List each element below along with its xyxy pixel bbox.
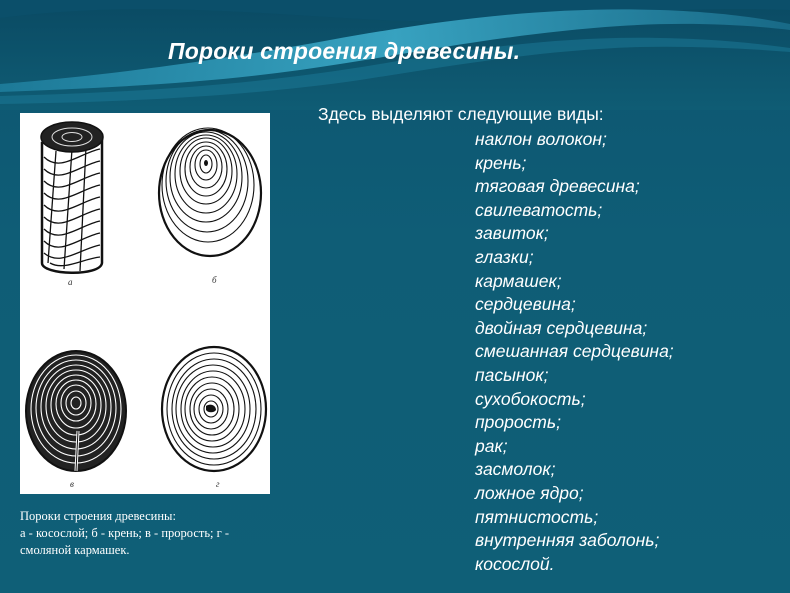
log-spiral-grain-drawing (41, 122, 103, 287)
figure-caption (20, 508, 300, 559)
intro-text: Здесь выделяют следующие виды: (318, 104, 604, 124)
list-item: тяговая древесина; (475, 176, 640, 197)
list-item: рак; (475, 435, 508, 456)
list-item: сухобокость; (475, 388, 586, 409)
list-item: засмолок; (475, 459, 556, 480)
list-item: сердцевина; (475, 294, 576, 315)
list-item: пасынок; (475, 364, 549, 385)
list-item: глазки; (475, 246, 534, 267)
list-item: свилеватость; (475, 199, 603, 220)
list-item: ложное ядро; (475, 482, 584, 503)
rings-ingrown-bark-drawing (26, 351, 126, 489)
figure-letter-v: в (70, 479, 74, 489)
list-item: пятнистость; (475, 506, 599, 527)
list-item: смешанная сердцевина; (475, 341, 674, 362)
caption-line: Пороки строения древесины: (20, 509, 176, 523)
list-item: крень; (475, 152, 527, 173)
list-item: кармашек; (475, 270, 562, 291)
list-item: прорость; (475, 412, 561, 433)
figure-letter-b: б (212, 275, 217, 285)
figure-letter-a: а (68, 277, 73, 287)
caption-line: смоляной кармашек. (20, 543, 130, 557)
list-item: внутренняя заболонь; (475, 530, 660, 551)
rings-resin-pocket-drawing (162, 347, 266, 489)
list-item: косослой. (475, 553, 555, 574)
figure-letter-g: г (216, 479, 220, 489)
wood-defects-figure (20, 113, 270, 494)
slide-title: Пороки строения древесины. (168, 38, 521, 64)
caption-line: а - косослой; б - крень; в - прорость; г - (20, 526, 230, 540)
defect-kinds-list (475, 128, 674, 576)
list-item: наклон волокон; (475, 129, 607, 149)
list-item: завиток; (475, 223, 549, 244)
rings-offset-drawing (159, 128, 261, 285)
list-item: двойная сердцевина; (475, 317, 648, 338)
